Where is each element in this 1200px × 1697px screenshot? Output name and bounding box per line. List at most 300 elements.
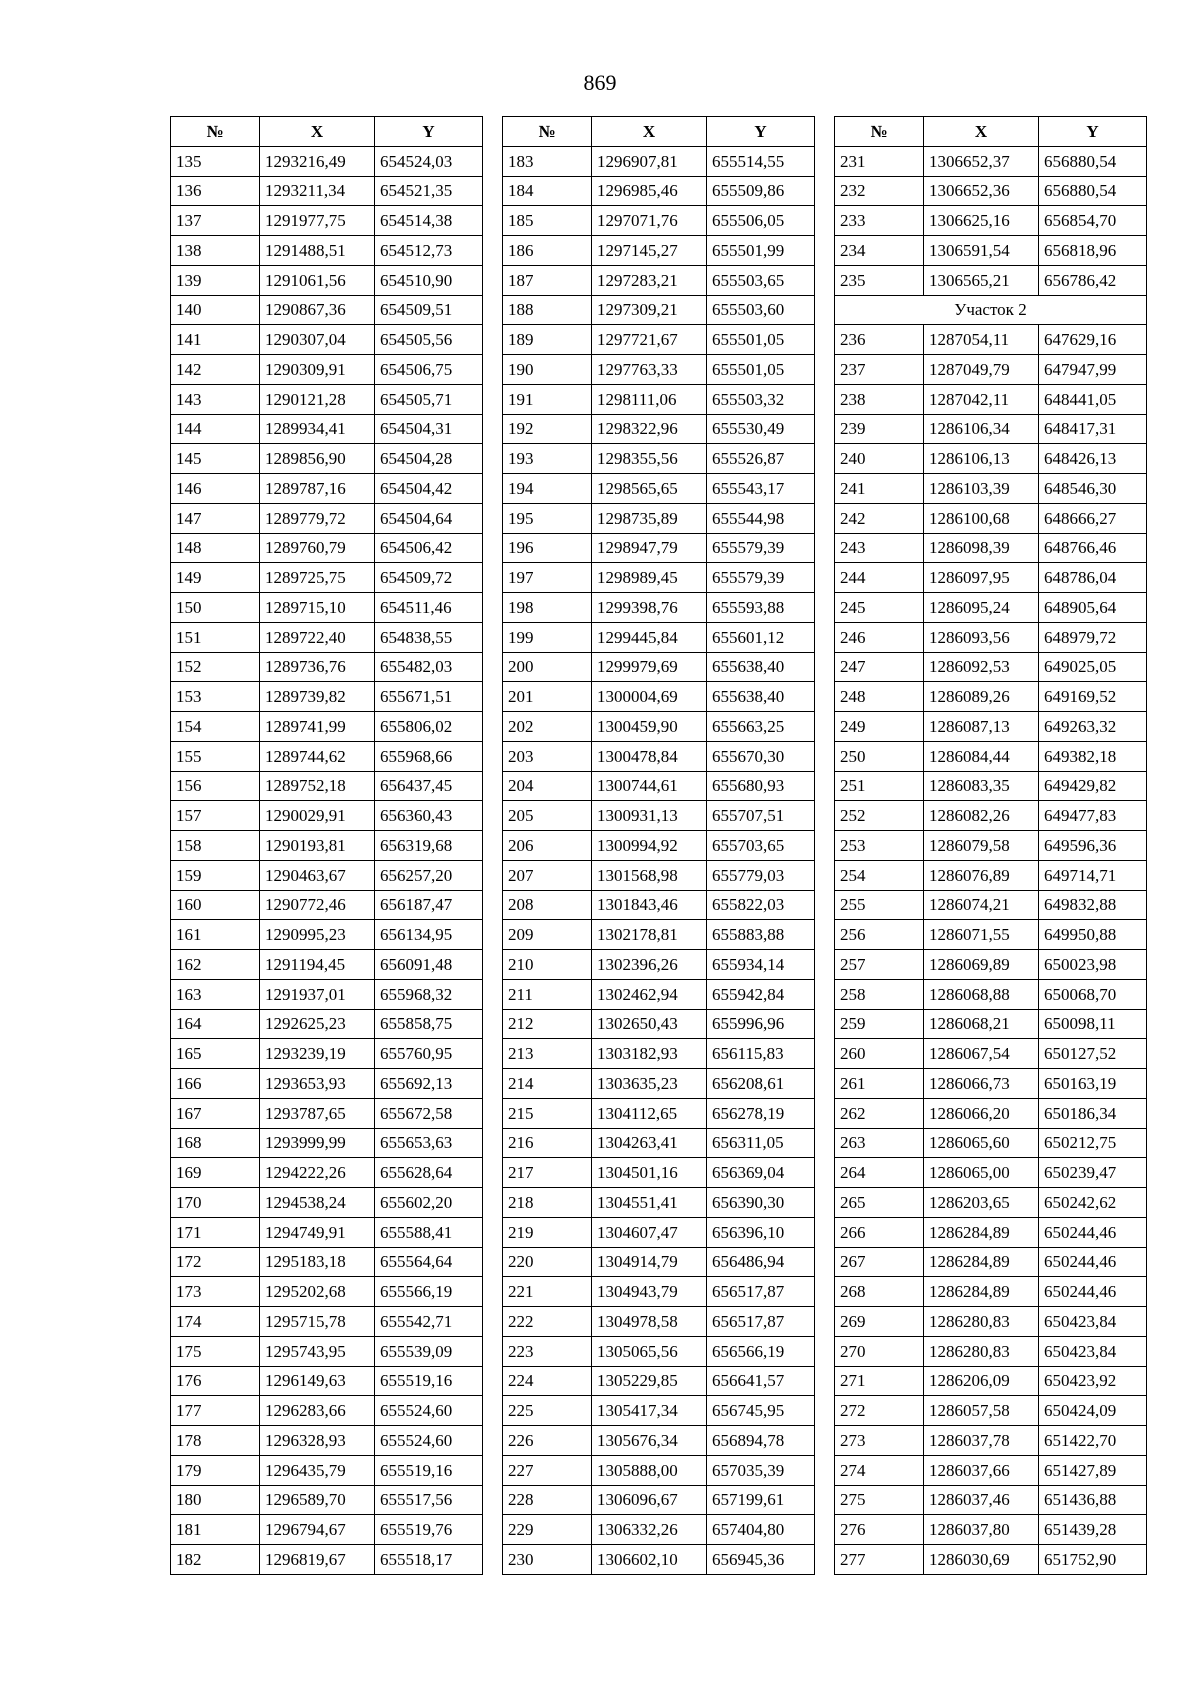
- x-coordinate-cell: 1286066,73: [924, 1069, 1039, 1099]
- y-coordinate-cell: 649832,88: [1039, 890, 1147, 920]
- y-coordinate-cell: 654506,42: [375, 533, 483, 563]
- x-coordinate-cell: 1289741,99: [260, 712, 375, 742]
- table-row: [835, 176, 1147, 206]
- point-number-cell: 177: [171, 1396, 260, 1426]
- y-coordinate-cell: 650239,47: [1039, 1158, 1147, 1188]
- x-coordinate-cell: 1298947,79: [592, 533, 707, 563]
- y-coordinate-cell: 650163,19: [1039, 1069, 1147, 1099]
- point-number-cell: 176: [171, 1366, 260, 1396]
- table-row: [171, 325, 483, 355]
- y-coordinate-cell: 655518,17: [375, 1545, 483, 1575]
- y-coordinate-cell: 655588,41: [375, 1217, 483, 1247]
- point-number-cell: 200: [503, 652, 592, 682]
- point-number-cell: 149: [171, 563, 260, 593]
- y-coordinate-cell: 656091,48: [375, 950, 483, 980]
- table-row: [171, 414, 483, 444]
- table-row: [171, 1366, 483, 1396]
- point-number-cell: 211: [503, 979, 592, 1009]
- y-coordinate-cell: 655822,03: [707, 890, 815, 920]
- x-coordinate-cell: 1286074,21: [924, 890, 1039, 920]
- x-coordinate-cell: 1291194,45: [260, 950, 375, 980]
- x-coordinate-cell: 1286089,26: [924, 682, 1039, 712]
- table-row: [503, 950, 815, 980]
- y-coordinate-cell: 656486,94: [707, 1247, 815, 1277]
- point-number-cell: 164: [171, 1009, 260, 1039]
- table-row: [503, 1426, 815, 1456]
- x-coordinate-cell: 1286037,78: [924, 1426, 1039, 1456]
- table-row: [171, 771, 483, 801]
- y-coordinate-cell: 656437,45: [375, 771, 483, 801]
- x-coordinate-cell: 1290463,67: [260, 860, 375, 890]
- x-coordinate-cell: 1293216,49: [260, 146, 375, 176]
- point-number-cell: 239: [835, 414, 924, 444]
- x-coordinate-cell: 1286068,88: [924, 979, 1039, 1009]
- table-row: [503, 1545, 815, 1575]
- y-coordinate-cell: 650127,52: [1039, 1039, 1147, 1069]
- y-coordinate-cell: 656641,57: [707, 1366, 815, 1396]
- x-coordinate-cell: 1306565,21: [924, 265, 1039, 295]
- table-row: [835, 682, 1147, 712]
- x-coordinate-cell: 1286037,80: [924, 1515, 1039, 1545]
- point-number-cell: 250: [835, 741, 924, 771]
- y-coordinate-cell: 655542,71: [375, 1307, 483, 1337]
- header-number: №: [503, 117, 592, 147]
- x-coordinate-cell: 1304112,65: [592, 1098, 707, 1128]
- x-coordinate-cell: 1290121,28: [260, 384, 375, 414]
- table-row: [171, 1455, 483, 1485]
- point-number-cell: 237: [835, 355, 924, 385]
- table-row: [171, 474, 483, 504]
- y-coordinate-cell: 655638,40: [707, 682, 815, 712]
- y-coordinate-cell: 657199,61: [707, 1485, 815, 1515]
- point-number-cell: 274: [835, 1455, 924, 1485]
- x-coordinate-cell: 1286067,54: [924, 1039, 1039, 1069]
- point-number-cell: 141: [171, 325, 260, 355]
- point-number-cell: 225: [503, 1396, 592, 1426]
- x-coordinate-cell: 1289739,82: [260, 682, 375, 712]
- x-coordinate-cell: 1286092,53: [924, 652, 1039, 682]
- x-coordinate-cell: 1286065,00: [924, 1158, 1039, 1188]
- y-coordinate-cell: 654511,46: [375, 593, 483, 623]
- y-coordinate-cell: 655671,51: [375, 682, 483, 712]
- point-number-cell: 199: [503, 622, 592, 652]
- table-row: [171, 950, 483, 980]
- y-coordinate-cell: 655579,39: [707, 533, 815, 563]
- y-coordinate-cell: 655519,16: [375, 1455, 483, 1485]
- x-coordinate-cell: 1286280,83: [924, 1336, 1039, 1366]
- table-row: [835, 979, 1147, 1009]
- point-number-cell: 135: [171, 146, 260, 176]
- x-coordinate-cell: 1298735,89: [592, 503, 707, 533]
- y-coordinate-cell: 655543,17: [707, 474, 815, 504]
- y-coordinate-cell: 655779,03: [707, 860, 815, 890]
- table-row: [503, 890, 815, 920]
- y-coordinate-cell: 655601,12: [707, 622, 815, 652]
- y-coordinate-cell: 648546,30: [1039, 474, 1147, 504]
- point-number-cell: 157: [171, 801, 260, 831]
- x-coordinate-cell: 1295743,95: [260, 1336, 375, 1366]
- table-row: [171, 593, 483, 623]
- x-coordinate-cell: 1304943,79: [592, 1277, 707, 1307]
- y-coordinate-cell: 651752,90: [1039, 1545, 1147, 1575]
- point-number-cell: 257: [835, 950, 924, 980]
- x-coordinate-cell: 1297763,33: [592, 355, 707, 385]
- table-row: [503, 295, 815, 325]
- point-number-cell: 277: [835, 1545, 924, 1575]
- table-row: [503, 1128, 815, 1158]
- table-row: [503, 1277, 815, 1307]
- x-coordinate-cell: 1286057,58: [924, 1396, 1039, 1426]
- point-number-cell: 185: [503, 206, 592, 236]
- point-number-cell: 246: [835, 622, 924, 652]
- x-coordinate-cell: 1286284,89: [924, 1217, 1039, 1247]
- y-coordinate-cell: 650098,11: [1039, 1009, 1147, 1039]
- point-number-cell: 267: [835, 1247, 924, 1277]
- point-number-cell: 217: [503, 1158, 592, 1188]
- x-coordinate-cell: 1289760,79: [260, 533, 375, 563]
- point-number-cell: 258: [835, 979, 924, 1009]
- point-number-cell: 193: [503, 444, 592, 474]
- point-number-cell: 228: [503, 1485, 592, 1515]
- point-number-cell: 252: [835, 801, 924, 831]
- point-number-cell: 232: [835, 176, 924, 206]
- x-coordinate-cell: 1287054,11: [924, 325, 1039, 355]
- y-coordinate-cell: 656257,20: [375, 860, 483, 890]
- point-number-cell: 213: [503, 1039, 592, 1069]
- point-number-cell: 148: [171, 533, 260, 563]
- y-coordinate-cell: 654509,51: [375, 295, 483, 325]
- x-coordinate-cell: 1293999,99: [260, 1128, 375, 1158]
- x-coordinate-cell: 1295715,78: [260, 1307, 375, 1337]
- table-row: [835, 1098, 1147, 1128]
- x-coordinate-cell: 1296819,67: [260, 1545, 375, 1575]
- table-row: [835, 1545, 1147, 1575]
- point-number-cell: 183: [503, 146, 592, 176]
- page-number: 869: [583, 70, 617, 95]
- y-coordinate-cell: 656894,78: [707, 1426, 815, 1456]
- table-row: [835, 712, 1147, 742]
- point-number-cell: 137: [171, 206, 260, 236]
- point-number-cell: 243: [835, 533, 924, 563]
- point-number-cell: 158: [171, 831, 260, 861]
- point-number-cell: 150: [171, 593, 260, 623]
- point-number-cell: 268: [835, 1277, 924, 1307]
- table-row: [835, 1158, 1147, 1188]
- y-coordinate-cell: 656369,04: [707, 1158, 815, 1188]
- table-row: [835, 503, 1147, 533]
- y-coordinate-cell: 650068,70: [1039, 979, 1147, 1009]
- table-row: [171, 1009, 483, 1039]
- point-number-cell: 156: [171, 771, 260, 801]
- y-coordinate-cell: 655503,65: [707, 265, 815, 295]
- x-coordinate-cell: 1286093,56: [924, 622, 1039, 652]
- x-coordinate-cell: 1297145,27: [592, 236, 707, 266]
- point-number-cell: 208: [503, 890, 592, 920]
- x-coordinate-cell: 1300478,84: [592, 741, 707, 771]
- table-row: [171, 1396, 483, 1426]
- table-row: [503, 533, 815, 563]
- point-number-cell: 260: [835, 1039, 924, 1069]
- x-coordinate-cell: 1286071,55: [924, 920, 1039, 950]
- y-coordinate-cell: 655638,40: [707, 652, 815, 682]
- x-coordinate-cell: 1286206,09: [924, 1366, 1039, 1396]
- coordinates-table-3: [834, 116, 1147, 1575]
- x-coordinate-cell: 1289856,90: [260, 444, 375, 474]
- point-number-cell: 191: [503, 384, 592, 414]
- y-coordinate-cell: 656786,42: [1039, 265, 1147, 295]
- point-number-cell: 205: [503, 801, 592, 831]
- table-row: [835, 1128, 1147, 1158]
- x-coordinate-cell: 1291937,01: [260, 979, 375, 1009]
- point-number-cell: 265: [835, 1188, 924, 1218]
- point-number-cell: 160: [171, 890, 260, 920]
- x-coordinate-cell: 1296328,93: [260, 1426, 375, 1456]
- y-coordinate-cell: 655670,30: [707, 741, 815, 771]
- table-row: [171, 920, 483, 950]
- point-number-cell: 174: [171, 1307, 260, 1337]
- table-row: [835, 741, 1147, 771]
- y-coordinate-cell: 655858,75: [375, 1009, 483, 1039]
- table-row: [171, 1158, 483, 1188]
- y-coordinate-cell: 649950,88: [1039, 920, 1147, 950]
- y-coordinate-cell: 648766,46: [1039, 533, 1147, 563]
- table-row: [835, 1515, 1147, 1545]
- point-number-cell: 223: [503, 1336, 592, 1366]
- point-number-cell: 236: [835, 325, 924, 355]
- x-coordinate-cell: 1286084,44: [924, 741, 1039, 771]
- y-coordinate-cell: 650423,84: [1039, 1336, 1147, 1366]
- table-row: [171, 1069, 483, 1099]
- table-row: [171, 1217, 483, 1247]
- point-number-cell: 159: [171, 860, 260, 890]
- point-number-cell: 144: [171, 414, 260, 444]
- y-coordinate-cell: 656390,30: [707, 1188, 815, 1218]
- point-number-cell: 240: [835, 444, 924, 474]
- x-coordinate-cell: 1286030,69: [924, 1545, 1039, 1575]
- point-number-cell: 203: [503, 741, 592, 771]
- point-number-cell: 251: [835, 771, 924, 801]
- point-number-cell: 167: [171, 1098, 260, 1128]
- table-row: [835, 1009, 1147, 1039]
- y-coordinate-cell: 656880,54: [1039, 176, 1147, 206]
- point-number-cell: 227: [503, 1455, 592, 1485]
- point-number-cell: 173: [171, 1277, 260, 1307]
- table-row: [835, 355, 1147, 385]
- x-coordinate-cell: 1300744,61: [592, 771, 707, 801]
- point-number-cell: 276: [835, 1515, 924, 1545]
- table-row: [835, 236, 1147, 266]
- point-number-cell: 198: [503, 593, 592, 623]
- point-number-cell: 168: [171, 1128, 260, 1158]
- table-row: [835, 1485, 1147, 1515]
- point-number-cell: 155: [171, 741, 260, 771]
- point-number-cell: 249: [835, 712, 924, 742]
- x-coordinate-cell: 1297309,21: [592, 295, 707, 325]
- y-coordinate-cell: 655883,88: [707, 920, 815, 950]
- y-coordinate-cell: 656319,68: [375, 831, 483, 861]
- y-coordinate-cell: 650244,46: [1039, 1217, 1147, 1247]
- x-coordinate-cell: 1299445,84: [592, 622, 707, 652]
- x-coordinate-cell: 1289787,16: [260, 474, 375, 504]
- point-number-cell: 272: [835, 1396, 924, 1426]
- table-row: [835, 831, 1147, 861]
- y-coordinate-cell: 649596,36: [1039, 831, 1147, 861]
- y-coordinate-cell: 655526,87: [707, 444, 815, 474]
- table-row: [835, 1188, 1147, 1218]
- y-coordinate-cell: 655501,05: [707, 355, 815, 385]
- y-coordinate-cell: 655503,60: [707, 295, 815, 325]
- point-number-cell: 179: [171, 1455, 260, 1485]
- table-row: [503, 1366, 815, 1396]
- x-coordinate-cell: 1290772,46: [260, 890, 375, 920]
- y-coordinate-cell: 654504,64: [375, 503, 483, 533]
- y-coordinate-cell: 654506,75: [375, 355, 483, 385]
- x-coordinate-cell: 1286106,34: [924, 414, 1039, 444]
- point-number-cell: 256: [835, 920, 924, 950]
- table-row: [171, 355, 483, 385]
- header-x: X: [924, 117, 1039, 147]
- point-number-cell: 138: [171, 236, 260, 266]
- point-number-cell: 233: [835, 206, 924, 236]
- point-number-cell: 142: [171, 355, 260, 385]
- x-coordinate-cell: 1290995,23: [260, 920, 375, 950]
- point-number-cell: 259: [835, 1009, 924, 1039]
- table-row: [503, 831, 815, 861]
- y-coordinate-cell: 655593,88: [707, 593, 815, 623]
- header-number: №: [171, 117, 260, 147]
- point-number-cell: 206: [503, 831, 592, 861]
- y-coordinate-cell: 656818,96: [1039, 236, 1147, 266]
- point-number-cell: 229: [503, 1515, 592, 1545]
- table-row: [503, 503, 815, 533]
- point-number-cell: 210: [503, 950, 592, 980]
- y-coordinate-cell: 656854,70: [1039, 206, 1147, 236]
- y-coordinate-cell: 649429,82: [1039, 771, 1147, 801]
- x-coordinate-cell: 1302178,81: [592, 920, 707, 950]
- y-coordinate-cell: 655506,05: [707, 206, 815, 236]
- point-number-cell: 221: [503, 1277, 592, 1307]
- point-number-cell: 163: [171, 979, 260, 1009]
- point-number-cell: 139: [171, 265, 260, 295]
- table-row: [171, 1485, 483, 1515]
- x-coordinate-cell: 1286066,20: [924, 1098, 1039, 1128]
- x-coordinate-cell: 1300931,13: [592, 801, 707, 831]
- table-row: [503, 1515, 815, 1545]
- x-coordinate-cell: 1294222,26: [260, 1158, 375, 1188]
- header-y: Y: [375, 117, 483, 147]
- x-coordinate-cell: 1297721,67: [592, 325, 707, 355]
- table-row: [171, 384, 483, 414]
- table-row: [171, 1039, 483, 1069]
- x-coordinate-cell: 1304978,58: [592, 1307, 707, 1337]
- y-coordinate-cell: 655564,64: [375, 1247, 483, 1277]
- x-coordinate-cell: 1286079,58: [924, 831, 1039, 861]
- table-row: [835, 265, 1147, 295]
- point-number-cell: 180: [171, 1485, 260, 1515]
- table-row: [835, 950, 1147, 980]
- y-coordinate-cell: 647629,16: [1039, 325, 1147, 355]
- table-header-row: [503, 117, 815, 147]
- table-row: [171, 1336, 483, 1366]
- y-coordinate-cell: 654521,35: [375, 176, 483, 206]
- y-coordinate-cell: 649477,83: [1039, 801, 1147, 831]
- coordinates-table-1: [170, 116, 483, 1575]
- x-coordinate-cell: 1302650,43: [592, 1009, 707, 1039]
- table-row: [503, 146, 815, 176]
- y-coordinate-cell: 655501,05: [707, 325, 815, 355]
- table-row: [171, 890, 483, 920]
- y-coordinate-cell: 656566,19: [707, 1336, 815, 1366]
- y-coordinate-cell: 655530,49: [707, 414, 815, 444]
- x-coordinate-cell: 1300459,90: [592, 712, 707, 742]
- x-coordinate-cell: 1286076,89: [924, 860, 1039, 890]
- y-coordinate-cell: 655519,76: [375, 1515, 483, 1545]
- y-coordinate-cell: 655524,60: [375, 1426, 483, 1456]
- point-number-cell: 220: [503, 1247, 592, 1277]
- x-coordinate-cell: 1296907,81: [592, 146, 707, 176]
- table-row: [171, 503, 483, 533]
- table-row: [835, 1396, 1147, 1426]
- x-coordinate-cell: 1286068,21: [924, 1009, 1039, 1039]
- y-coordinate-cell: 649382,18: [1039, 741, 1147, 771]
- y-coordinate-cell: 648417,31: [1039, 414, 1147, 444]
- y-coordinate-cell: 655968,32: [375, 979, 483, 1009]
- table-row: [503, 682, 815, 712]
- y-coordinate-cell: 654514,38: [375, 206, 483, 236]
- x-coordinate-cell: 1290307,04: [260, 325, 375, 355]
- x-coordinate-cell: 1286100,68: [924, 503, 1039, 533]
- y-coordinate-cell: 656945,36: [707, 1545, 815, 1575]
- y-coordinate-cell: 654504,31: [375, 414, 483, 444]
- section-row: [835, 295, 1147, 325]
- point-number-cell: 234: [835, 236, 924, 266]
- y-coordinate-cell: 655579,39: [707, 563, 815, 593]
- x-coordinate-cell: 1304551,41: [592, 1188, 707, 1218]
- y-coordinate-cell: 654504,28: [375, 444, 483, 474]
- table-row: [171, 1515, 483, 1545]
- x-coordinate-cell: 1286280,83: [924, 1307, 1039, 1337]
- y-coordinate-cell: 648666,27: [1039, 503, 1147, 533]
- point-number-cell: 182: [171, 1545, 260, 1575]
- table-row: [503, 1158, 815, 1188]
- x-coordinate-cell: 1287049,79: [924, 355, 1039, 385]
- y-coordinate-cell: 656278,19: [707, 1098, 815, 1128]
- table-row: [835, 414, 1147, 444]
- x-coordinate-cell: 1305065,56: [592, 1336, 707, 1366]
- table-row: [171, 860, 483, 890]
- x-coordinate-cell: 1286103,39: [924, 474, 1039, 504]
- point-number-cell: 226: [503, 1426, 592, 1456]
- y-coordinate-cell: 654504,42: [375, 474, 483, 504]
- y-coordinate-cell: 655653,63: [375, 1128, 483, 1158]
- y-coordinate-cell: 655519,16: [375, 1366, 483, 1396]
- table-row: [503, 474, 815, 504]
- table-row: [835, 1336, 1147, 1366]
- y-coordinate-cell: 655544,98: [707, 503, 815, 533]
- table-row: [503, 1098, 815, 1128]
- table-row: [503, 979, 815, 1009]
- table-row: [835, 801, 1147, 831]
- x-coordinate-cell: 1296149,63: [260, 1366, 375, 1396]
- point-number-cell: 244: [835, 563, 924, 593]
- point-number-cell: 214: [503, 1069, 592, 1099]
- point-number-cell: 242: [835, 503, 924, 533]
- y-coordinate-cell: 649025,05: [1039, 652, 1147, 682]
- point-number-cell: 181: [171, 1515, 260, 1545]
- table-row: [503, 1188, 815, 1218]
- point-number-cell: 238: [835, 384, 924, 414]
- table-row: [171, 831, 483, 861]
